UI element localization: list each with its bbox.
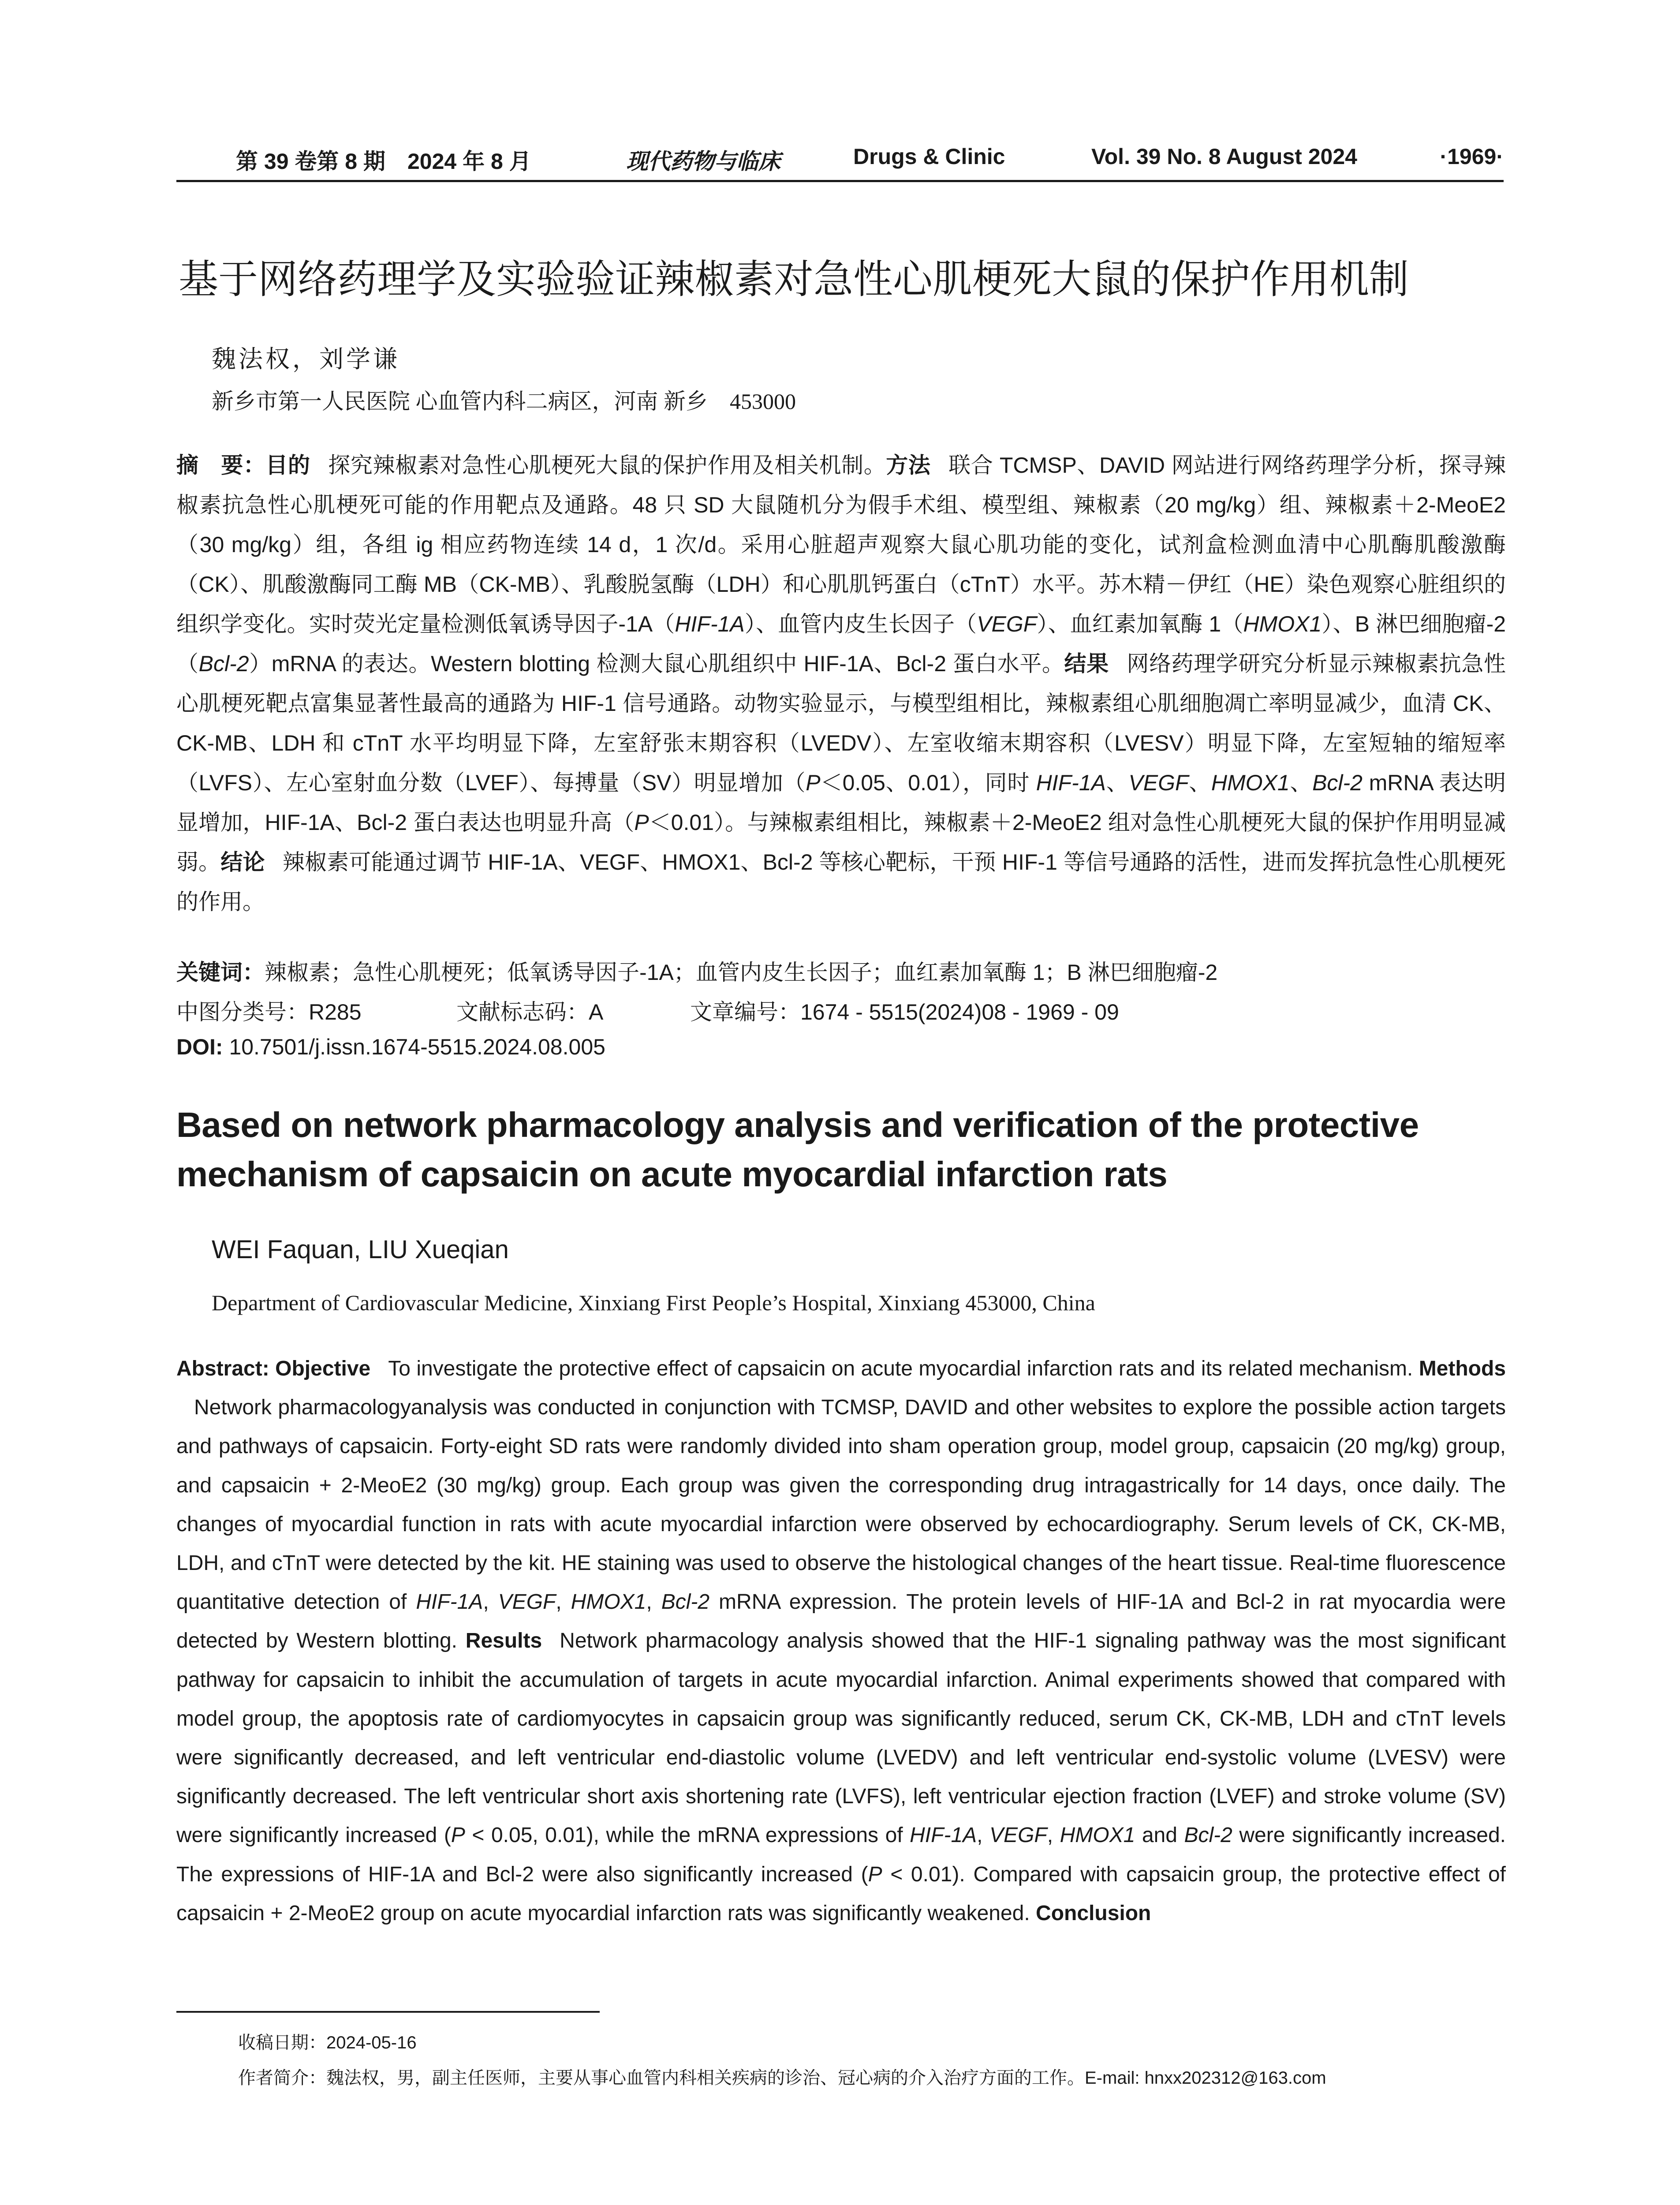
header-volume: Vol. 39 No. 8 August 2024 — [1091, 144, 1357, 169]
results-text-en: < 0.05, 0.01), while the mRNA expressions of — [465, 1824, 910, 1847]
abstract-en-label: Abstract: — [176, 1357, 269, 1380]
methods-text-en: mRNA expression. The protein levels of HIF-1A and Bcl-2 in rat myocardia were detected by Western blotting. — [176, 1590, 1506, 1653]
methods-label-cn: 方法 — [886, 453, 931, 478]
keywords-label: 关键词： — [176, 960, 265, 985]
results-text-en: were significantly increased. The expressions of HIF-1A and Bcl-2 were also significantly increased ( — [176, 1824, 1506, 1886]
methods-label-en: Methods — [1419, 1357, 1506, 1380]
affiliation-cn: 新乡市第一人民医院 心血管内科二病区，河南 新乡 453000 — [212, 389, 796, 414]
authors-cn: 魏法权，刘学谦 — [212, 345, 400, 373]
gene-name: HIF-1A — [416, 1590, 483, 1614]
objective-label-en: Objective — [275, 1357, 371, 1380]
gene-name: VEGF — [1128, 770, 1189, 795]
document-code: 文献标志码：A — [456, 1000, 604, 1024]
doi-label: DOI: — [176, 1035, 223, 1059]
gene-name: HMOX1 — [571, 1590, 646, 1614]
p-value-symbol: P — [634, 810, 649, 835]
header-journal-en: Drugs & Clinic — [853, 144, 1005, 169]
results-label-en: Results — [465, 1629, 542, 1653]
gene-name: HMOX1 — [1243, 612, 1322, 636]
results-text-en: < 0.01). Compared with capsaicin group, the protective effect of capsaicin + 2-MeoE2 group on acute myocardial infarction rats was significantly weakened. — [176, 1862, 1506, 1925]
p-value-symbol: P — [806, 770, 821, 795]
methods-text-cn: ）、B 淋巴细胞瘤-2（ — [176, 612, 1506, 676]
keywords-cn — [176, 955, 1217, 987]
results-text-cn: 、 — [1289, 770, 1313, 795]
objective-text-en: To investigate the protective effect of capsaicin on acute myocardial infarction rats and its related mechanism. — [388, 1357, 1413, 1380]
conclusion-label-cn: 结论 — [220, 850, 265, 875]
results-text-cn: ＜0.01）。与辣椒素组相比，辣椒素＋2-MeoE2 组对急性心肌梗死大鼠的保护作用明显减弱。 — [176, 810, 1506, 875]
gene-name: HIF-1A — [675, 612, 745, 636]
results-text-cn: mRNA 表达明显增加，HIF-1A、Bcl-2 蛋白表达也明显升高（ — [176, 770, 1506, 835]
footnote-divider — [176, 2011, 600, 2013]
results-text-en: , — [977, 1824, 990, 1847]
results-text-cn: ＜0.05、0.01），同时 — [820, 770, 1036, 795]
methods-text-cn: 联合 TCMSP、DAVID 网站进行网络药理学分析，探寻辣椒素抗急性心肌梗死可能的作用靶点及通路。48 只 SD 大鼠随机分为假手术组、模型组、辣椒素（20 mg/kg）组、辣椒素＋2-MeoE2（30 mg/kg）组，各组 ig 相应药物连续 14 d，1 次/d。采用心脏超声观察大鼠心肌功能的变化，试剂盒检测血清中心肌酶肌酸激酶（CK）、肌酸激酶同工酶 MB（CK-MB）、乳酸脱氢酶（LDH）和心肌肌钙蛋白（cTnT）水平。苏木精－伊红（HE）染色观察心脏组织的组织学变化。实时荧光定量检测低氧诱导因子-1A（ — [176, 453, 1506, 636]
conclusion-text-cn: 辣椒素可能通过调节 HIF-1A、VEGF、HMOX1、Bcl-2 等核心靶标，干预 HIF-1 等信号通路的活性，进而发挥抗急性心肌梗死的作用。 — [176, 850, 1506, 914]
methods-text-en: Network pharmacologyanalysis was conducted in conjunction with TCMSP, DAVID and other websites to explore the possible action targets and pathways of capsaicin. Forty-eight SD rats were randomly divided into sham operation group, model group, capsaicin (20 mg/kg) group, and capsaicin + 2-MeoE2 (30 mg/kg) group. Each group was given the corresponding drug intragastrically for 14 days, once daily. The changes of myocardial function in rats with acute myocardial infarction were observed by echocardiography. Serum levels of CK, CK-MB, LDH, and cTnT were detected by the kit. HE staining was used to observe the histological changes of the heart tissue. Real-time fluorescence quantitative detection of — [176, 1396, 1506, 1614]
methods-text-cn: ）、血红素加氧酶 1（ — [1037, 612, 1243, 636]
gene-name: HMOX1 — [1211, 770, 1290, 795]
methods-text-en: , — [646, 1590, 661, 1614]
conclusion-label-en: Conclusion — [1036, 1901, 1151, 1925]
results-text-cn: 、 — [1188, 770, 1211, 795]
doi — [176, 1034, 605, 1060]
methods-text-cn: ）mRNA 的表达。Western blotting 检测大鼠心肌组织中 HIF-1A、Bcl-2 蛋白水平。 — [249, 651, 1064, 676]
methods-text-cn: ）、血管内皮生长因子（ — [744, 612, 977, 636]
article-number: 文章编号：1674 - 5515(2024)08 - 1969 - 09 — [690, 1000, 1119, 1024]
gene-name: HMOX1 — [1060, 1824, 1135, 1847]
header-journal-cn: 现代药物与临床 — [626, 148, 780, 174]
authors-en: WEI Faquan, LIU Xueqian — [212, 1235, 509, 1264]
results-text-en: and — [1135, 1824, 1184, 1847]
methods-text-en: , — [556, 1590, 571, 1614]
results-text-cn: 网络药理学研究分析显示辣椒素抗急性心肌梗死靶点富集显著性最高的通路为 HIF-1 信号通路。动物实验显示，与模型组相比，辣椒素组心肌细胞凋亡率明显减少，血清 CK、CK-MB、LDH 和 cTnT 水平均明显下降，左室舒张末期容积（LVEDV）、左室收缩末期容积（LVESV）明显下降，左室短轴的缩短率（LVFS）、左心室射血分数（LVEF）、每搏量（SV）明显增加（ — [176, 651, 1506, 795]
objective-text-cn: 探究辣椒素对急性心肌梗死大鼠的保护作用及相关机制。 — [328, 453, 886, 478]
abstract-cn-label: 摘 要： — [176, 453, 266, 478]
keywords-text: 辣椒素；急性心肌梗死；低氧诱导因子-1A；血管内皮生长因子；血红素加氧酶 1；B 淋巴细胞瘤-2 — [265, 960, 1218, 985]
header-page-number: ·1969· — [1440, 144, 1504, 169]
header-issue: 第 39 卷第 8 期 2024 年 8 月 — [236, 149, 531, 174]
running-header — [176, 140, 1504, 182]
abstract-en — [176, 1349, 1506, 1933]
affiliation-en: Department of Cardiovascular Medicine, Xinxiang First People’s Hospital, Xinxiang 453000, China — [212, 1290, 1095, 1315]
results-text-cn: 、 — [1106, 770, 1129, 795]
gene-name: VEGF — [498, 1590, 556, 1614]
gene-name: Bcl-2 — [198, 651, 249, 676]
author-biography: 作者简介：魏法权，男，副主任医师，主要从事心血管内科相关疾病的诊治、冠心病的介入治疗方面的工作。E-mail: hnxx202312@163.com — [238, 2068, 1326, 2088]
objective-label-cn: 目的 — [265, 453, 310, 478]
p-value-symbol: P — [451, 1824, 465, 1847]
results-label-cn: 结果 — [1064, 651, 1109, 676]
gene-name: Bcl-2 — [1312, 770, 1363, 795]
p-value-symbol: P — [868, 1862, 882, 1886]
gene-name: VEGF — [989, 1824, 1047, 1847]
methods-text-en: , — [483, 1590, 498, 1614]
gene-name: VEGF — [977, 612, 1037, 636]
gene-name: HIF-1A — [1036, 770, 1106, 795]
gene-name: Bcl-2 — [661, 1590, 710, 1614]
clc-number: 中图分类号：R285 — [176, 1000, 362, 1024]
received-date: 收稿日期：2024-05-16 — [238, 2033, 417, 2052]
doi-link[interactable]: 10.7501/j.issn.1674-5515.2024.08.005 — [223, 1035, 605, 1059]
article-title-cn: 基于网络药理学及实验验证辣椒素对急性心肌梗死大鼠的保护作用机制 — [179, 258, 1409, 302]
results-text-en: , — [1047, 1824, 1060, 1847]
gene-name: HIF-1A — [910, 1824, 977, 1847]
abstract-cn — [176, 445, 1506, 922]
article-title-en: Based on network pharmacology analysis and verification of the protective mechanism of capsaicin on acute myocardial infarction rats — [176, 1105, 1419, 1194]
results-text-en: Network pharmacology analysis showed that the HIF-1 signaling pathway was the most significant pathway for capsaicin to inhibit the accumulation of targets in acute myocardial infarction. Animal experiments showed that compared with model group, the apoptosis rate of cardiomyocytes in capsaicin group was significantly reduced, serum CK, CK-MB, LDH and cTnT levels were significantly decreased, and left ventricular end-diastolic volume (LVEDV) and left ventricular end-systolic volume (LVESV) were significantly decreased. The left ventricular short axis shortening rate (LVFS), left ventricular ejection fraction (LVEF) and stroke volume (SV) were significantly increased ( — [176, 1629, 1506, 1847]
gene-name: Bcl-2 — [1184, 1824, 1232, 1847]
